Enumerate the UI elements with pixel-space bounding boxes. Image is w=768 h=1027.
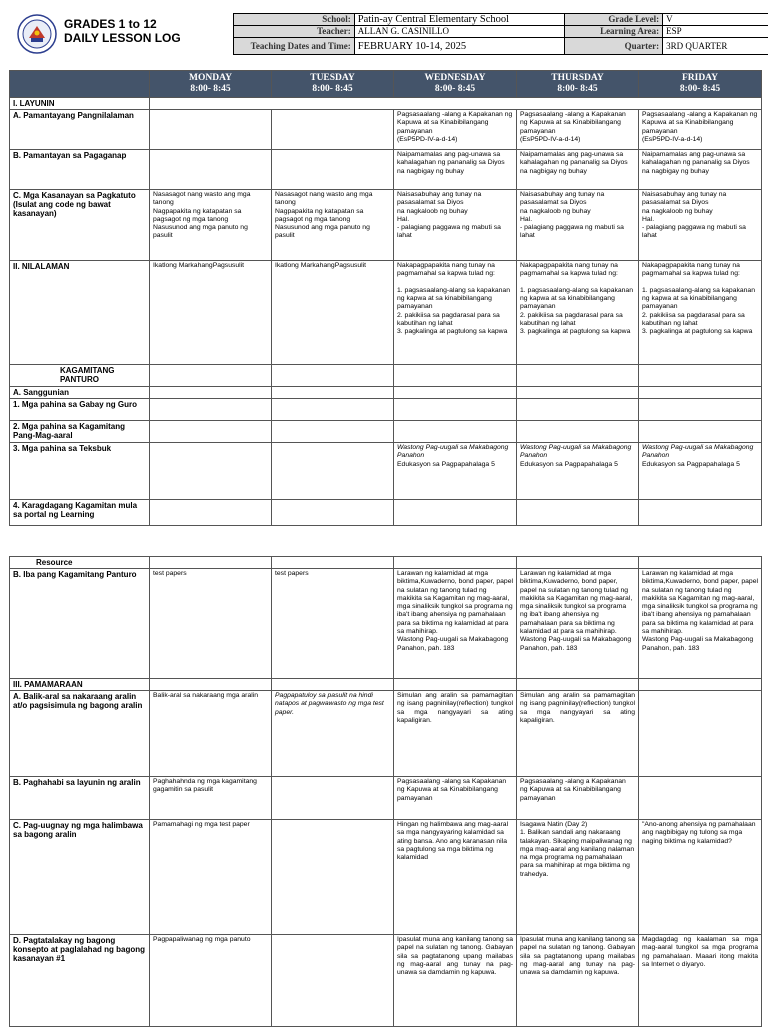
row-gabay-guro: [10, 399, 762, 421]
iba-wednesday: Larawan ng kalamidad at mga biktima,Kuwaderno, bond paper, papel na sulatan ng tanong tulad ng makikita sa Kagamitan ng mag-aaral, mga sinaliksik tungkol sa programa ng iba't ibang ahensiya ng pamahalaan para sa biktima ng kalamidad at para sa mahihirap. Wastong Pag-uugali sa Makabagong Panahon, pah. 183: [394, 569, 517, 679]
pag-uugnay-label: C. Pag-uugnay ng mga halimbawa sa bagong aralin: [10, 820, 150, 935]
pamantayang-wednesday: Pagsasaalang -alang a Kapakanan ng Kapuwa at sa Kinabibilangang pamayanan (EsP5PD-IV-a-d-14): [394, 110, 517, 150]
row-paghahabi: [10, 777, 762, 820]
school-label: School:: [234, 14, 355, 26]
row-kasanayan: [10, 190, 762, 261]
kasanayan-thursday: Naisasabuhay ang tunay na pasasalamat sa Diyos na nagkaloob ng buhay Hal. - palagiang paggawa ng mabuti sa lahat: [517, 190, 639, 261]
pagtalakay-monday: Pagpapaliwanag ng mga panuto: [150, 935, 272, 1027]
kasanayan-label: C. Mga Kasanayan sa Pagkatuto (Isulat ang code ng bawat kasanayan): [10, 190, 150, 261]
row-pamantayang-pangnilalaman: [10, 110, 762, 150]
iba-friday: Larawan ng kalamidad at mga biktima,Kuwaderno, bond paper, papel na sulatan ng tanong tulad ng makikita sa Kagamitan ng mag-aaral, mga sinaliksik tungkol sa programa ng iba't ibang ahensiya ng pamahalaan para sa biktima ng kalamidad at para sa mahihirap. Wastong Pag-uugali sa Makabagong Panahon, pah. 183: [639, 569, 762, 679]
resource-label: Resource: [10, 557, 150, 569]
kasanayan-wednesday: Naisasabuhay ang tunay na pasasalamat sa Diyos na nagkaloob ng buhay Hal. - palagiang paggawa ng mabuti sa lahat: [394, 190, 517, 261]
row-karagdagang-kagamitan: [10, 500, 762, 526]
paghahabi-monday: Paghahahnda ng mga kagamitang gagamitin sa pasulit: [150, 777, 272, 820]
teksbuk-friday: Wastong Pag-uugali sa Makabagong Panahon Edukasyon sa Pagpapahalaga 5: [639, 443, 762, 500]
row-resource: [10, 557, 762, 569]
pagtalakay-wednesday: Ipasulat muna ang kanilang tanong sa papel na sulatan ng tanong. Gabayan sila sa pagtatanong upang mailabas ng mag-aaral ang tunay na pag-unawa sa damdamin ng kapuwa.: [394, 935, 517, 1027]
iba-thursday: Larawan ng kalamidad at mga biktima,Kuwaderno, bond paper, papel na sulatan ng tanong tulad ng makikita sa Kagamitan ng mag-aaral, mga sinaliksik tungkol sa programa ng iba't ibang ahensiya ng pamahalaan para sa biktima ng kalamidad at para sa mahihirap. Wastong Pag-uugali sa Makabagong Panahon, pah. 183: [517, 569, 639, 679]
kasanayan-monday: Nasasagot nang wasto ang mga tanong Nagpapakita ng katapatan sa pagsagot ng mga tanong Nasusunod ang mga panuto ng pasulit: [150, 190, 272, 261]
teacher-label: Teacher:: [234, 26, 355, 38]
day-header-thursday: THURSDAY 8:00- 8:45: [517, 71, 639, 98]
quarter-label: Quarter:: [565, 38, 663, 55]
sanggunian-label: A. Sanggunian: [10, 387, 150, 399]
header: [9, 12, 761, 62]
pagganap-label: B. Pamantayan sa Pagaganap: [10, 150, 150, 190]
pag-uugnay-thursday: Isagawa Natin (Day 2) 1. Balikan sandali ang nakaraang talakayan. Sikaping maipaliwanag ng mga mag-aaral ang kanilang nalaman na mga programa ng pamahalaan para sa mahihirap at mga biktima ng trahedya.: [517, 820, 639, 935]
teacher-value: ALLAN G. CASINILLO: [354, 26, 565, 38]
paghahabi-wednesday: Pagsasaalang -alang sa Kapakanan ng Kapuwa at sa Kinabibilangang pamayanan: [394, 777, 517, 820]
teksbuk-label: 3. Mga pahina sa Teksbuk: [10, 443, 150, 500]
row-iba-pang-kagamitan: [10, 569, 762, 679]
pag-uugnay-monday: Pamamahagi ng mga test paper: [150, 820, 272, 935]
balik-aral-thursday: Simulan ang aralin sa pamamagitan ng isang pagninilay(reflection) tungkol sa mga nangyayari sa ating kapaligiran.: [517, 691, 639, 777]
paghahabi-thursday: Pagsasaalang -alang a Kapakanan ng Kapuwa at sa Kinabibilangang pamayanan: [517, 777, 639, 820]
balik-aral-wednesday: Simulan ang aralin sa pamamagitan ng isang pagninilay(reflection) tungkol sa mga nangyayari sa ating kapaligiran.: [394, 691, 517, 777]
row-pamantayan-pagganap: [10, 150, 762, 190]
pagtalakay-label: D. Pagtatalakay ng bagong konsepto at paglalahad ng bagong kasanayan #1: [10, 935, 150, 1027]
balik-aral-monday: Balik-aral sa nakaraang mga aralin: [150, 691, 272, 777]
day-header-tuesday: TUESDAY 8:00- 8:45: [272, 71, 394, 98]
kasanayan-friday: Naisasabuhay ang tunay na pasasalamat sa Diyos na nagkaloob ng buhay Hal. - palagiang paggawa ng mabuti sa lahat: [639, 190, 762, 261]
balik-aral-tuesday: Pagpapatuloy sa pasulit na hindi natapos at pagwawasto ng mga test paper.: [272, 691, 394, 777]
day-header-wednesday: WEDNESDAY 8:00- 8:45: [394, 71, 517, 98]
pamantayang-label: A. Pamantayang Pangnilalaman: [10, 110, 150, 150]
pagganap-friday: Naipamamalas ang pag-unawa sa kahalagahan ng pananalig sa Diyos na nagbigay ng buhay: [639, 150, 762, 190]
kagamitang-panturo-label: KAGAMITANG PANTURO: [10, 365, 150, 387]
nilalaman-friday: Nakapagpapakita nang tunay na pagmamahal sa kapwa tulad ng: 1. pagsasaalang-alang sa kapakanan ng kapwa at sa kinabibilangang pamayanan 2. pakikiisa sa pagdarasal para sa kabutihan ng lahat 3. pagkalinga at pagtulong sa kapwa: [639, 261, 762, 365]
pagganap-wednesday: Naipamamalas ang pag-unawa sa kahalagahan ng pananalig sa Diyos na nagbigay ng buhay: [394, 150, 517, 190]
gabay-guro-label: 1. Mga pahina sa Gabay ng Guro: [10, 399, 150, 421]
teaching-dates-label: Teaching Dates and Time:: [234, 38, 355, 55]
karagdagang-kagamitan-label: 4. Karagdagang Kagamitan mula sa portal ng Learning: [10, 500, 150, 526]
paghahabi-label: B. Paghahabi sa layunin ng aralin: [10, 777, 150, 820]
teaching-dates-value: FEBRUARY 10-14, 2025: [354, 38, 565, 55]
kagamitang-mag-aaral-label: 2. Mga pahina sa Kagamitang Pang-Mag-aaral: [10, 421, 150, 443]
row-kagamitang-mag-aaral: [10, 421, 762, 443]
title-line-1: GRADES 1 to 12: [64, 17, 157, 31]
pamamaraan-label: III. PAMAMARAAN: [10, 679, 150, 691]
teksbuk-wednesday: Wastong Pag-uugali sa Makabagong Panahon Edukasyon sa Pagpapahalaga 5: [394, 443, 517, 500]
pamantayang-thursday: Pagsasaalang -alang a Kapakanan ng Kapuwa at sa Kinabibilangang pamayanan (EsP5PD-IV-a-d-14): [517, 110, 639, 150]
row-pag-uugnay: [10, 820, 762, 935]
lesson-log-table-2: [9, 556, 762, 1027]
row-teksbuk: [10, 443, 762, 500]
day-header-monday: MONDAY 8:00- 8:45: [150, 71, 272, 98]
school-value: Patin-ay Central Elementary School: [354, 14, 565, 26]
kasanayan-tuesday: Nasasagot nang wasto ang mga tanong Nagpapakita ng katapatan sa pagsagot ng mga tanong Nasusunod ang mga panuto ng pasulit: [272, 190, 394, 261]
pamantayang-friday: Pagsasaalang -alang a Kapakanan ng Kapuwa at sa Kinabibilangang pamayanan (EsP5PD-IV-a-d-14): [639, 110, 762, 150]
row-balik-aral: [10, 691, 762, 777]
deped-seal-icon: [17, 14, 57, 54]
iba-monday: test papers: [150, 569, 272, 679]
day-header-blank: [10, 71, 150, 98]
pag-uugnay-wednesday: Hingan ng halimbawa ang mag-aaral sa mga nangyayaring kalamidad sa ating bansa. Ano ang karanasan nila sa pagtulong sa mga biktima ng kalamidad: [394, 820, 517, 935]
grade-level-label: Grade Level:: [565, 14, 663, 26]
iba-tuesday: test papers: [272, 569, 394, 679]
learning-area-value: ESP: [663, 26, 768, 38]
quarter-value: 3RD QUARTER: [663, 38, 768, 55]
teksbuk-thursday: Wastong Pag-uugali sa Makabagong Panahon Edukasyon sa Pagpapahalaga 5: [517, 443, 639, 500]
pagganap-thursday: Naipamamalas ang pag-unawa sa kahalagahan ng pananalig sa Diyos na nagbigay ng buhay: [517, 150, 639, 190]
nilalaman-thursday: Nakapagpapakita nang tunay na pagmamahal sa kapwa tulad ng: 1. pagsasaalang-alang sa kapakanan ng kapwa at sa kinabibilangang pamayanan 2. pakikiisa sa pagdarasal para sa kabutihan ng lahat 3. pagkalinga at pagtulong sa kapwa: [517, 261, 639, 365]
pagtalakay-thursday: Ipasulat muna ang kanilang tanong sa papel na sulatan ng tanong. Gabayan sila sa pagtatanong upang mailabas ng mag-aaral ang tunay na pag-unawa sa damdamin ng kapuwa.: [517, 935, 639, 1027]
layunin-label: I. LAYUNIN: [10, 98, 150, 110]
pag-uugnay-friday: "Ano-anong ahensiya ng pamahalaan ang nagbibigay ng tulong sa mga naging biktima ng kalamidad?: [639, 820, 762, 935]
grade-level-value: V: [663, 14, 768, 26]
header-info-table: [233, 13, 768, 55]
title-line-2: DAILY LESSON LOG: [64, 31, 181, 45]
day-header-friday: FRIDAY 8:00- 8:45: [639, 71, 762, 98]
document-title: [64, 17, 181, 45]
row-pagtalakay: [10, 935, 762, 1027]
row-sanggunian: [10, 387, 762, 399]
nilalaman-monday: Ikatlong MarkahangPagsusulit: [150, 261, 272, 365]
iba-pang-kagamitan-label: B. Iba pang Kagamitang Panturo: [10, 569, 150, 679]
pagtalakay-friday: Magdagdag ng kaalaman sa mga mag-aaral tungkol sa mga programa ng pamahalaan. Maaari itong makita sa Internet o diyaryo.: [639, 935, 762, 1027]
row-pamamaraan: [10, 679, 762, 691]
row-kagamitang-panturo: [10, 365, 762, 387]
row-nilalaman: [10, 261, 762, 365]
nilalaman-label: II. NILALAMAN: [10, 261, 150, 365]
learning-area-label: Learning Area:: [565, 26, 663, 38]
balik-aral-label: A. Balik-aral sa nakaraang aralin at/o pagsisimula ng bagong aralin: [10, 691, 150, 777]
row-layunin: [10, 98, 762, 110]
nilalaman-tuesday: Ikatlong MarkahangPagsusulit: [272, 261, 394, 365]
nilalaman-wednesday: Nakapagpapakita nang tunay na pagmamahal sa kapwa tulad ng: 1. pagsasaalang-alang sa kapakanan ng kapwa at sa kinabibilangang pamayanan 2. pakikiisa sa pagdarasal para sa kabutihan ng lahat 3. pagkalinga at pagtulong sa kapwa: [394, 261, 517, 365]
lesson-log-table-1: [9, 70, 762, 526]
